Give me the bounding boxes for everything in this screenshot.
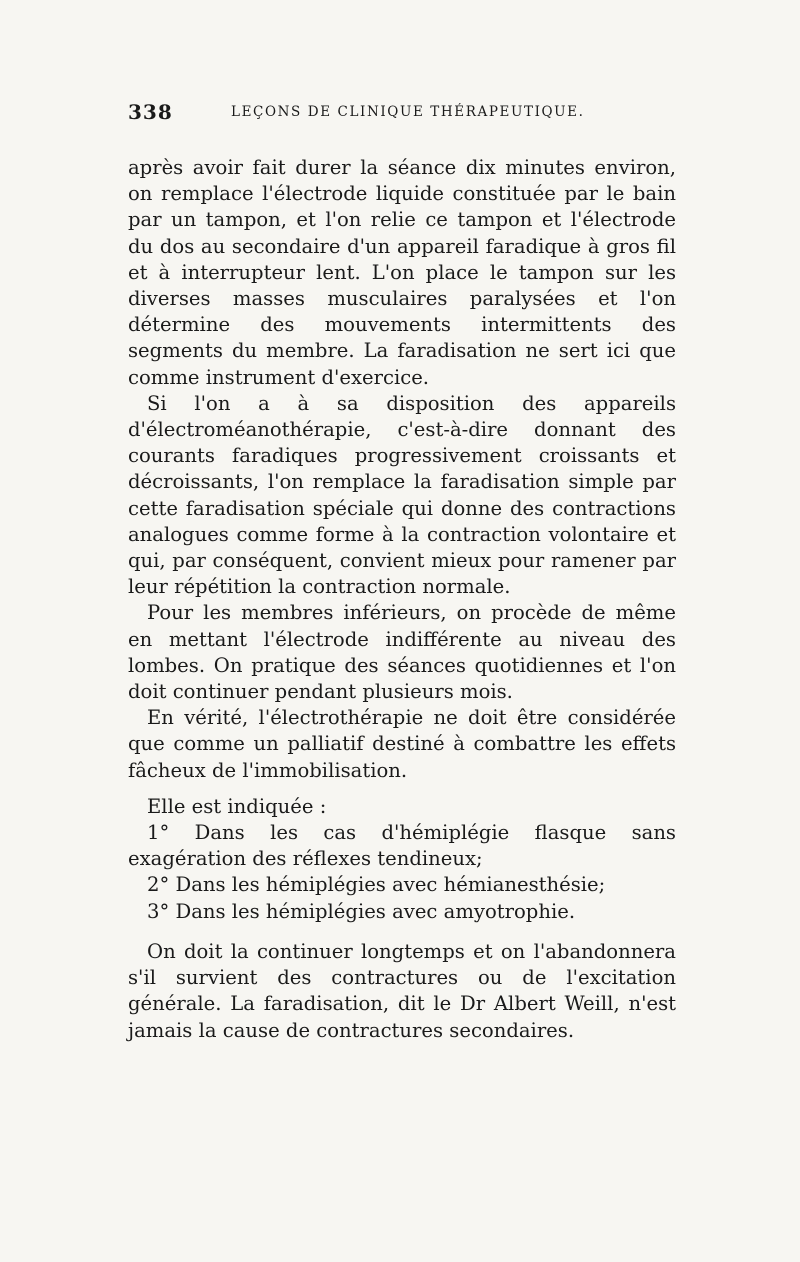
page-header bbox=[128, 100, 688, 130]
running-head: LEÇONS DE CLINIQUE THÉRAPEUTIQUE. bbox=[231, 104, 585, 120]
paragraph-palliative: En vérité, l'électrothérapie ne doit être considérée que comme un palliatif destiné à combattre les effets fâcheux de l'immobilisation. bbox=[128, 706, 676, 782]
paragraph-conclusion: On doit la continuer longtemps et on l'abandonnera s'il survient des contractures ou de l'excitation générale. La faradisation, dit le Dr Albert Weill, n'est jamais la cause de contractures secondaires. bbox=[128, 939, 676, 1042]
paragraph-faradisation-exercise: après avoir fait durer la séance dix minutes environ, on remplace l'électrode liquide constituée par le bain par un tampon, et l'on relie ce tampon et l'électrode du dos au secondaire d'un appareil faradique à gros fil et à interrupteur lent. L'on place le tampon sur les diverses masses musculaires paralysées et l'on détermine des mouvements intermittents des segments du membre. La faradisation ne sert ici que comme instrument d'exercice. bbox=[128, 156, 676, 389]
indication-item-2: 2° Dans les hémiplégies avec hémianesthésie; bbox=[147, 873, 606, 897]
paragraph-electromecanotherapie: Si l'on a à sa disposition des appareils d'électroméanothérapie, c'est-à-dire donnant des courants faradiques progressivement croissants et décroissants, l'on remplace la faradisation simple par cette faradisation spéciale qui donne des contractions analogues comme forme à la contraction volontaire et qui, par conséquent, convient mieux pour ramener par leur répétition la contraction normale. bbox=[128, 391, 676, 599]
indication-item-1: 1° Dans les cas d'hémiplégie flasque sans exagération des réflexes tendineux; bbox=[128, 821, 676, 871]
indication-item-3: 3° Dans les hémiplégies avec amyotrophie. bbox=[147, 899, 576, 923]
page-number: 338 bbox=[128, 100, 173, 124]
paragraph-indications-intro: Elle est indiquée : bbox=[147, 794, 327, 818]
body-text bbox=[128, 155, 676, 1044]
paragraph-lower-limbs: Pour les membres inférieurs, on procède de même en mettant l'électrode indifférente au niveau des lombes. On pratique des séances quotidiennes et l'on doit continuer pendant plusieurs mois. bbox=[128, 601, 676, 704]
